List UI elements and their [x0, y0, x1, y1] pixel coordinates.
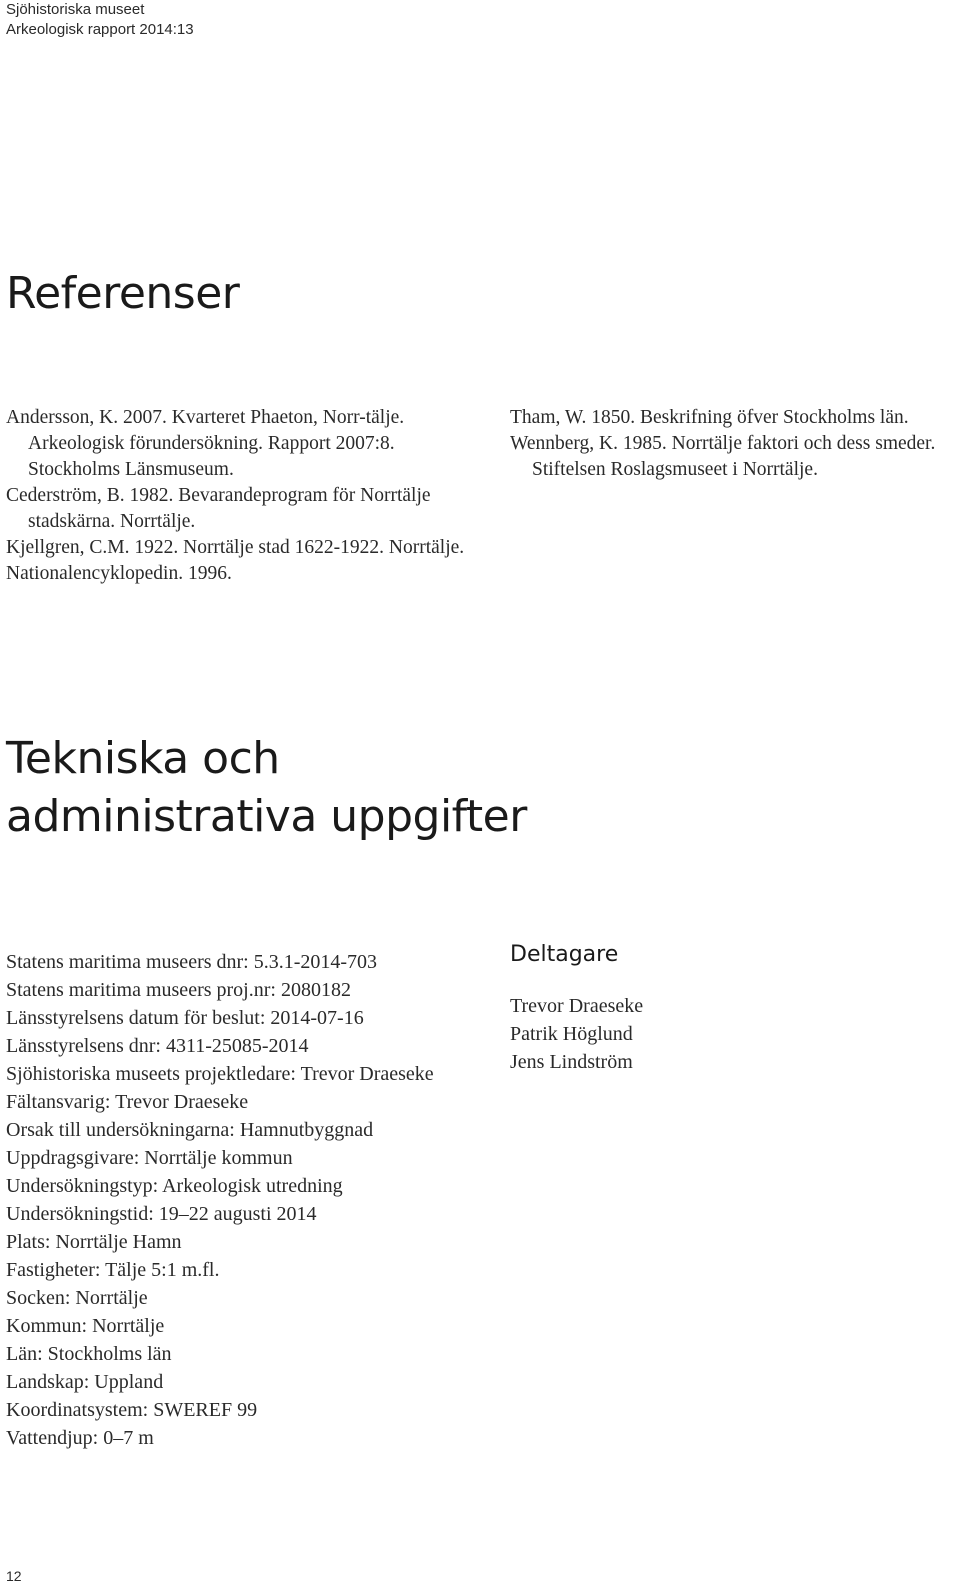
- reference-item: Nationalencyklopedin. 1996.: [6, 563, 232, 584]
- detail-line: Socken: Norrtälje: [6, 1287, 148, 1309]
- header-report-number: Arkeologisk rapport 2014:13: [6, 21, 194, 38]
- reference-item: Wennberg, K. 1985. Norrtälje faktori och dess smeder. Stiftelsen Roslagsmuseet i Norrtälje.: [510, 433, 936, 480]
- references-list-left: [6, 405, 476, 587]
- header-museum-name: Sjöhistoriska museet: [6, 1, 145, 18]
- participants-section: [510, 940, 950, 1076]
- page-number: 12: [6, 1568, 22, 1584]
- technical-heading-line1: Tekniska och: [6, 733, 280, 784]
- detail-line: Län: Stockholms län: [6, 1343, 172, 1365]
- detail-line: Undersökningstyp: Arkeologisk utredning: [6, 1175, 343, 1197]
- detail-line: Fältansvarig: Trevor Draeseke: [6, 1091, 249, 1113]
- detail-line: Vattendjup: 0–7 m: [6, 1427, 154, 1449]
- running-header: [6, 0, 194, 40]
- detail-line: Undersökningstid: 19–22 augusti 2014: [6, 1203, 317, 1225]
- participant-name: Trevor Draeseke: [510, 995, 644, 1017]
- detail-line: Länsstyrelsens datum för beslut: 2014-07-16: [6, 1007, 364, 1029]
- detail-line: Sjöhistoriska museets projektledare: Trevor Draeseke: [6, 1063, 434, 1085]
- reference-item: Tham, W. 1850. Beskrifning öfver Stockholms län.: [510, 407, 909, 428]
- detail-line: Orsak till undersökningarna: Hamnutbyggnad: [6, 1119, 374, 1141]
- technical-heading-line2: administrativa uppgifter: [6, 791, 527, 842]
- technical-details: [6, 948, 476, 1452]
- technical-heading: [6, 730, 527, 846]
- reference-item: Andersson, K. 2007. Kvarteret Phaeton, Norr-tälje. Arkeologisk förundersökning. Rapport 2007:8. Stockholms Länsmuseum.: [6, 407, 405, 480]
- detail-line: Länsstyrelsens dnr: 4311-25085-2014: [6, 1035, 309, 1057]
- references-heading: Referenser: [6, 268, 240, 319]
- participant-name: Patrik Höglund: [510, 1023, 633, 1045]
- participant-name: Jens Lindström: [510, 1051, 633, 1073]
- reference-item: Cederström, B. 1982. Bevarandeprogram för Norrtälje stadskärna. Norrtälje.: [6, 485, 431, 532]
- detail-line: Statens maritima museers dnr: 5.3.1-2014-703: [6, 951, 378, 973]
- participants-heading: Deltagare: [510, 942, 619, 967]
- detail-line: Statens maritima museers proj.nr: 2080182: [6, 979, 351, 1001]
- references-list-right: [510, 405, 958, 483]
- detail-line: Landskap: Uppland: [6, 1371, 164, 1393]
- detail-line: Fastigheter: Tälje 5:1 m.fl.: [6, 1259, 220, 1281]
- detail-line: Koordinatsystem: SWEREF 99: [6, 1399, 258, 1421]
- reference-item: Kjellgren, C.M. 1922. Norrtälje stad 1622-1922. Norrtälje.: [6, 537, 465, 558]
- detail-line: Uppdragsgivare: Norrtälje kommun: [6, 1147, 293, 1169]
- detail-line: Kommun: Norrtälje: [6, 1315, 165, 1337]
- detail-line: Plats: Norrtälje Hamn: [6, 1231, 182, 1253]
